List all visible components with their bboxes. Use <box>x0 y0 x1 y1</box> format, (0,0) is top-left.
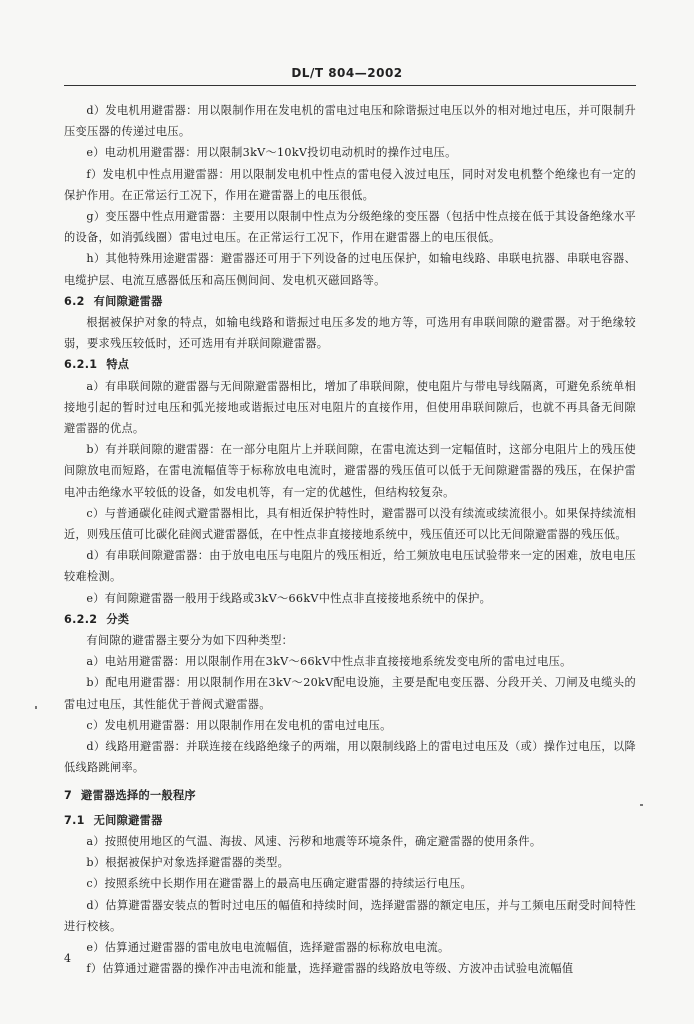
list-item: a）按照使用地区的气温、海拔、风速、污秽和地震等环境条件，确定避雷器的使用条件。 <box>86 834 542 848</box>
list-item: c）与普通碳化硅阀式避雷器相比，具有相近保护特性时，避雷器可以没有续流或续流很小。如果保持续流相近，则残压值可比碳化硅阀式避雷器低，在中性点非直接接地系统中，残压值还可以比无间隙避雷器的残压低。 <box>64 506 636 542</box>
section-number: 6.2 <box>64 294 85 308</box>
section-heading-6-2 <box>64 291 636 312</box>
list-item: d）估算避雷器安装点的暂时过电压的幅值和持续时间，选择避雷器的额定电压，并与工频电压耐受时间特性进行校核。 <box>64 898 636 933</box>
paragraph: 根据被保护对象的特点，如输电线路和谐振过电压多发的地方等，可选用有串联间隙的避雷器。对于绝缘较弱，要求残压较低时，还可选用有并联间隙避雷器。 <box>64 316 636 351</box>
page-number: 4 <box>64 952 71 965</box>
list-item: b）有并联间隙的避雷器：在一部分电阻片上并联间隙，在雷电流达到一定幅值时，这部分电阻片上的残压使间隙放电而短路，在雷电流幅值等于标称放电电流时，避雷器的残压值可以低于无间隙避雷器的残压，在保护雷电冲击绝缘水平较低的设备，如发电机等，有一定的优越性，但结构较复杂。 <box>64 443 636 499</box>
list-item: c）发电机用避雷器：用以限制作用在发电机的雷电过电压。 <box>86 718 392 732</box>
section-number: 6.2.1 <box>64 358 98 372</box>
list-item: b）根据被保护对象选择避雷器的类型。 <box>86 856 290 870</box>
section-title: 避雷器选择的一般程序 <box>81 788 196 802</box>
list-item: d）线路用避雷器：并联连接在线路绝缘子的两端，用以限制线路上的雷电过电压及（或）操作过电压，以降低线路跳闸率。 <box>64 740 636 775</box>
paragraph: d）发电机用避雷器：用以限制作用在发电机的雷电过电压和除谐振过电压以外的相对地过电压，并可限制升压变压器的传递过电压。 <box>64 104 636 139</box>
list-item: a）电站用避雷器：用以限制作用在3kV～66kV中性点非直接接地系统发变电所的雷电过电压。 <box>86 655 572 669</box>
list-item: b）配电用避雷器：用以限制作用在3kV～20kV配电设施，主要是配电变压器、分段开关、刀闸及电缆头的雷电过电压，其性能优于普阀式避雷器。 <box>64 676 636 711</box>
document-body <box>64 100 636 979</box>
section-heading-6-2-2 <box>64 609 636 630</box>
paragraph: 有间隙的避雷器主要分为如下四种类型： <box>86 634 294 648</box>
scan-speck <box>35 706 37 709</box>
scan-speck <box>640 804 643 806</box>
section-number: 7.1 <box>64 813 85 827</box>
list-item: a）有串联间隙的避雷器与无间隙避雷器相比，增加了串联间隙，使电阻片与带电导线隔离，可避免系统单相接地引起的暂时过电压和弧光接地或谐振过电压对电阻片的直接作用，但使用串联间隙后，也就不再具备无间隙避雷器的优点。 <box>64 379 636 436</box>
section-title: 分类 <box>106 612 130 626</box>
paragraph: h）其他特殊用途避雷器：避雷器还可用于下列设备的过电压保护，如输电线路、串联电抗器、串联电容器、电缆护层、电流互感器低压和高压侧间间、发电机灭磁回路等。 <box>64 252 636 287</box>
list-item: e）估算通过避雷器的雷电放电电流幅值，选择避雷器的标称放电电流。 <box>86 940 450 954</box>
paragraph: f）发电机中性点用避雷器：用以限制发电机中性点的雷电侵入波过电压，同时对发电机整个绝缘也有一定的保护作用。在正常运行工况下，作用在避雷器上的电压很低。 <box>64 167 636 202</box>
section-title: 特点 <box>106 358 130 372</box>
section-heading-7 <box>64 785 636 806</box>
section-heading-7-1 <box>64 810 636 831</box>
header-rule <box>64 85 636 86</box>
list-item: e）有间隙避雷器一般用于线路或3kV～66kV中性点非直接接地系统中的保护。 <box>86 591 492 605</box>
section-number: 6.2.2 <box>64 612 98 626</box>
page-header: DL/T 804—2002 <box>291 66 403 80</box>
paragraph: g）变压器中性点用避雷器：主要用以限制中性点为分级绝缘的变压器（包括中性点接在低于其设备绝缘水平的设备，如消弧线圈）雷电过电压。在正常运行工况下，作用在避雷器上的电压很低。 <box>64 210 636 245</box>
list-item: d）有串联间隙避雷器：由于放电电压与电阻片的残压相近，给工频放电电压试验带来一定的困难，放电电压较难检测。 <box>64 549 636 584</box>
section-title: 有间隙避雷器 <box>93 294 163 308</box>
section-heading-6-2-1 <box>64 354 636 375</box>
paragraph: e）电动机用避雷器：用以限制3kV～10kV投切电动机时的操作过电压。 <box>86 146 457 160</box>
list-item: f）估算通过避雷器的操作冲击电流和能量，选择避雷器的线路放电等级、方波冲击试验电流幅值 <box>86 962 574 976</box>
list-item: c）按照系统中长期作用在避雷器上的最高电压确定避雷器的持续运行电压。 <box>86 877 473 891</box>
section-number: 7 <box>64 788 73 802</box>
section-title: 无间隙避雷器 <box>93 813 163 827</box>
